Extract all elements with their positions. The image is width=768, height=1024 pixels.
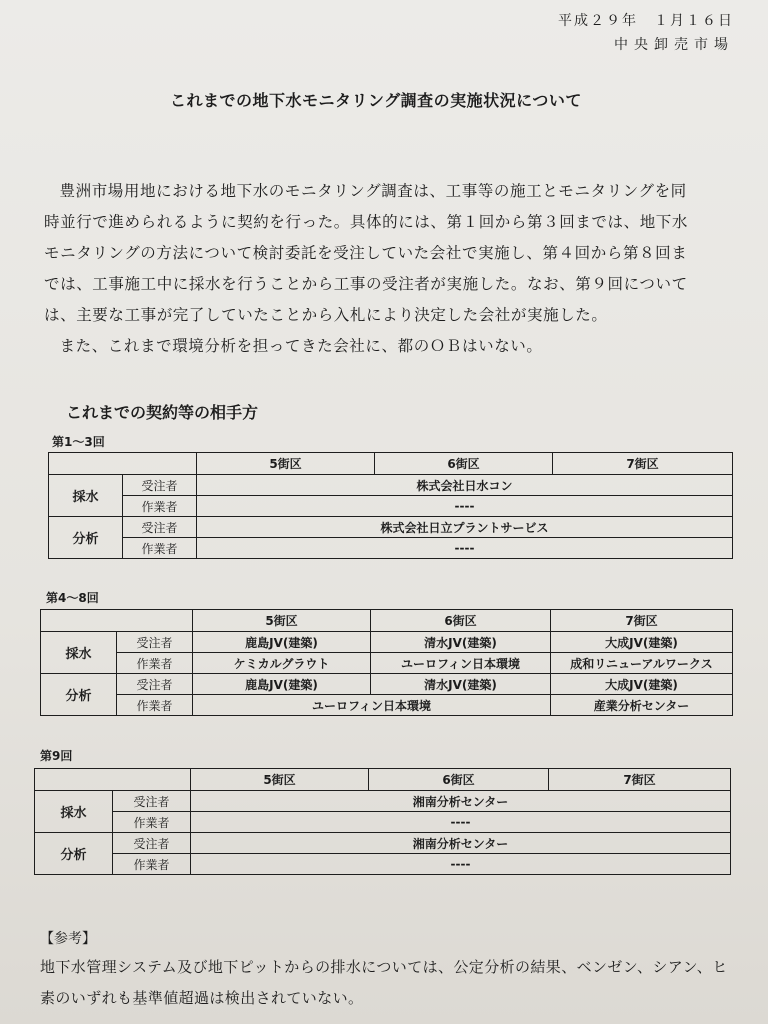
table-cell: 清水JV(建築) — [371, 632, 551, 653]
column-header: 5街区 — [197, 453, 375, 475]
body-line: では、工事施工中に採水を行うことから工事の受注者が実施した。なお、第９回について — [44, 275, 688, 293]
contract-table-round-9 — [34, 768, 731, 875]
column-header: 5街区 — [191, 769, 369, 791]
table-label-round-9: 第9回 — [40, 749, 73, 763]
column-header: 7街区 — [551, 610, 733, 632]
contract-table-rounds-1-3 — [48, 452, 733, 559]
table-cell: 成和リニューアルワークス — [551, 653, 733, 674]
table-label-rounds-1-3: 第1～3回 — [52, 435, 105, 449]
role-worker: 作業者 — [113, 854, 191, 875]
category-sampling: 採水 — [35, 791, 113, 833]
body-paragraph — [44, 176, 744, 362]
section-heading: これまでの契約等の相手方 — [66, 403, 259, 422]
table-cell: 鹿島JV(建築) — [193, 632, 371, 653]
table-cell: 株式会社日立プラントサービス — [197, 517, 733, 538]
table-cell: ---- — [197, 496, 733, 517]
reference-text — [40, 952, 740, 1014]
column-header: 7街区 — [553, 453, 733, 475]
table-cell: 湘南分析センター — [191, 833, 731, 854]
table-cell: ケミカルグラウト — [193, 653, 371, 674]
body-line: 時並行で進められるように契約を行った。具体的には、第１回から第３回までは、地下水 — [44, 213, 689, 231]
column-header: 5街区 — [193, 610, 371, 632]
header-blank — [41, 610, 193, 632]
issuing-organization: 中央卸売市場 — [614, 37, 734, 53]
role-contractor: 受注者 — [117, 674, 193, 695]
contract-table-rounds-4-8 — [40, 609, 733, 716]
role-contractor: 受注者 — [117, 632, 193, 653]
table-cell: 産業分析センター — [551, 695, 733, 716]
column-header: 6街区 — [371, 610, 551, 632]
column-header: 6街区 — [375, 453, 553, 475]
table-cell: ---- — [197, 538, 733, 559]
table-cell: 大成JV(建築) — [551, 674, 733, 695]
category-sampling: 採水 — [41, 632, 117, 674]
role-worker: 作業者 — [123, 538, 197, 559]
table-cell: ユーロフィン日本環境 — [371, 653, 551, 674]
reference-line: 地下水管理システム及び地下ピットからの排水については、公定分析の結果、ベンゼン、シアン、ヒ — [40, 958, 728, 976]
table-cell: ユーロフィン日本環境 — [193, 695, 551, 716]
table-cell: 鹿島JV(建築) — [193, 674, 371, 695]
body-line: 豊洲市場用地における地下水のモニタリング調査は、工事等の施工とモニタリングを同 — [59, 182, 687, 200]
table-cell: 湘南分析センター — [191, 791, 731, 812]
document-date: 平成２９年 １月１６日 — [558, 13, 734, 29]
document-title: これまでの地下水モニタリング調査の実施状況について — [170, 91, 582, 110]
role-contractor: 受注者 — [123, 475, 197, 496]
table-cell: 大成JV(建築) — [551, 632, 733, 653]
category-analysis: 分析 — [35, 833, 113, 875]
table-label-rounds-4-8: 第4～8回 — [46, 591, 99, 605]
header-blank — [35, 769, 191, 791]
table-cell: ---- — [191, 854, 731, 875]
role-worker: 作業者 — [123, 496, 197, 517]
category-analysis: 分析 — [49, 517, 123, 559]
role-worker: 作業者 — [113, 812, 191, 833]
table-cell: 株式会社日水コン — [197, 475, 733, 496]
role-worker: 作業者 — [117, 695, 193, 716]
category-sampling: 採水 — [49, 475, 123, 517]
body-line: モニタリングの方法について検討委託を受注していた会社で実施し、第４回から第８回ま — [44, 244, 688, 262]
table-cell: ---- — [191, 812, 731, 833]
body-line: また、これまで環境分析を担ってきた会社に、都のＯＢはいない。 — [59, 337, 543, 355]
table-cell: 清水JV(建築) — [371, 674, 551, 695]
role-worker: 作業者 — [117, 653, 193, 674]
column-header: 7街区 — [549, 769, 731, 791]
body-line: は、主要な工事が完了していたことから入札により決定した会社が実施した。 — [44, 306, 608, 324]
role-contractor: 受注者 — [113, 791, 191, 812]
reference-label: 【参考】 — [40, 931, 96, 947]
header-blank — [49, 453, 197, 475]
role-contractor: 受注者 — [113, 833, 191, 854]
column-header: 6街区 — [369, 769, 549, 791]
role-contractor: 受注者 — [123, 517, 197, 538]
category-analysis: 分析 — [41, 674, 117, 716]
reference-line: 素のいずれも基準値超過は検出されていない。 — [40, 989, 364, 1007]
